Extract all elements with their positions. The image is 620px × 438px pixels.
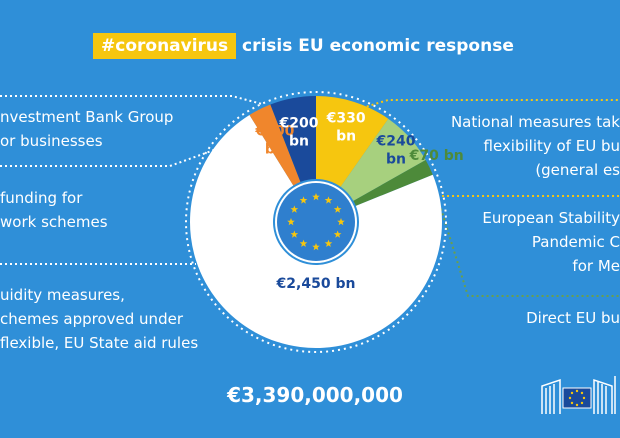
label-line: National measures tak [450, 113, 620, 131]
label-line: uidity measures, [0, 286, 125, 304]
label-left-1 [0, 105, 173, 153]
total-amount: €3,390,000,000 [227, 383, 403, 407]
label-line: European Stability [482, 209, 620, 227]
eu-emblem [275, 181, 357, 263]
slice-label: €2,450 bn [276, 276, 356, 292]
label-line: for Me [572, 257, 620, 275]
label-left-3 [0, 283, 198, 355]
label-right-3 [526, 306, 620, 330]
slice-label: €330 bn [326, 110, 366, 145]
label-right-1 [451, 110, 620, 182]
label-line: flexible, EU State aid rules [0, 334, 199, 352]
label-left-2 [0, 186, 108, 234]
label-line: work schemes [0, 213, 108, 231]
label-line: funding for [0, 189, 83, 207]
slice-label: €100 bn [255, 123, 295, 158]
page-title: crisis EU economic response [242, 36, 514, 56]
slice-label: €200 bn [279, 115, 319, 150]
label-line: Pandemic C [531, 233, 620, 251]
slice-label: €240 bn [376, 133, 416, 168]
label-right-2 [482, 206, 620, 278]
label-line: flexibility of EU bu [483, 137, 620, 155]
connector-left-1 [0, 96, 262, 104]
european-commission-logo [538, 372, 620, 416]
label-line: Direct EU bu [526, 309, 620, 327]
label-line: or businesses [0, 132, 103, 150]
slice-label: €70 bn [409, 147, 464, 164]
label-line: chemes approved under [0, 310, 183, 328]
hashtag-badge: #coronavirus [93, 33, 236, 59]
label-line: nvestment Bank Group [0, 108, 174, 126]
connector-right-1 [362, 100, 620, 108]
label-line: (general es [535, 161, 620, 179]
